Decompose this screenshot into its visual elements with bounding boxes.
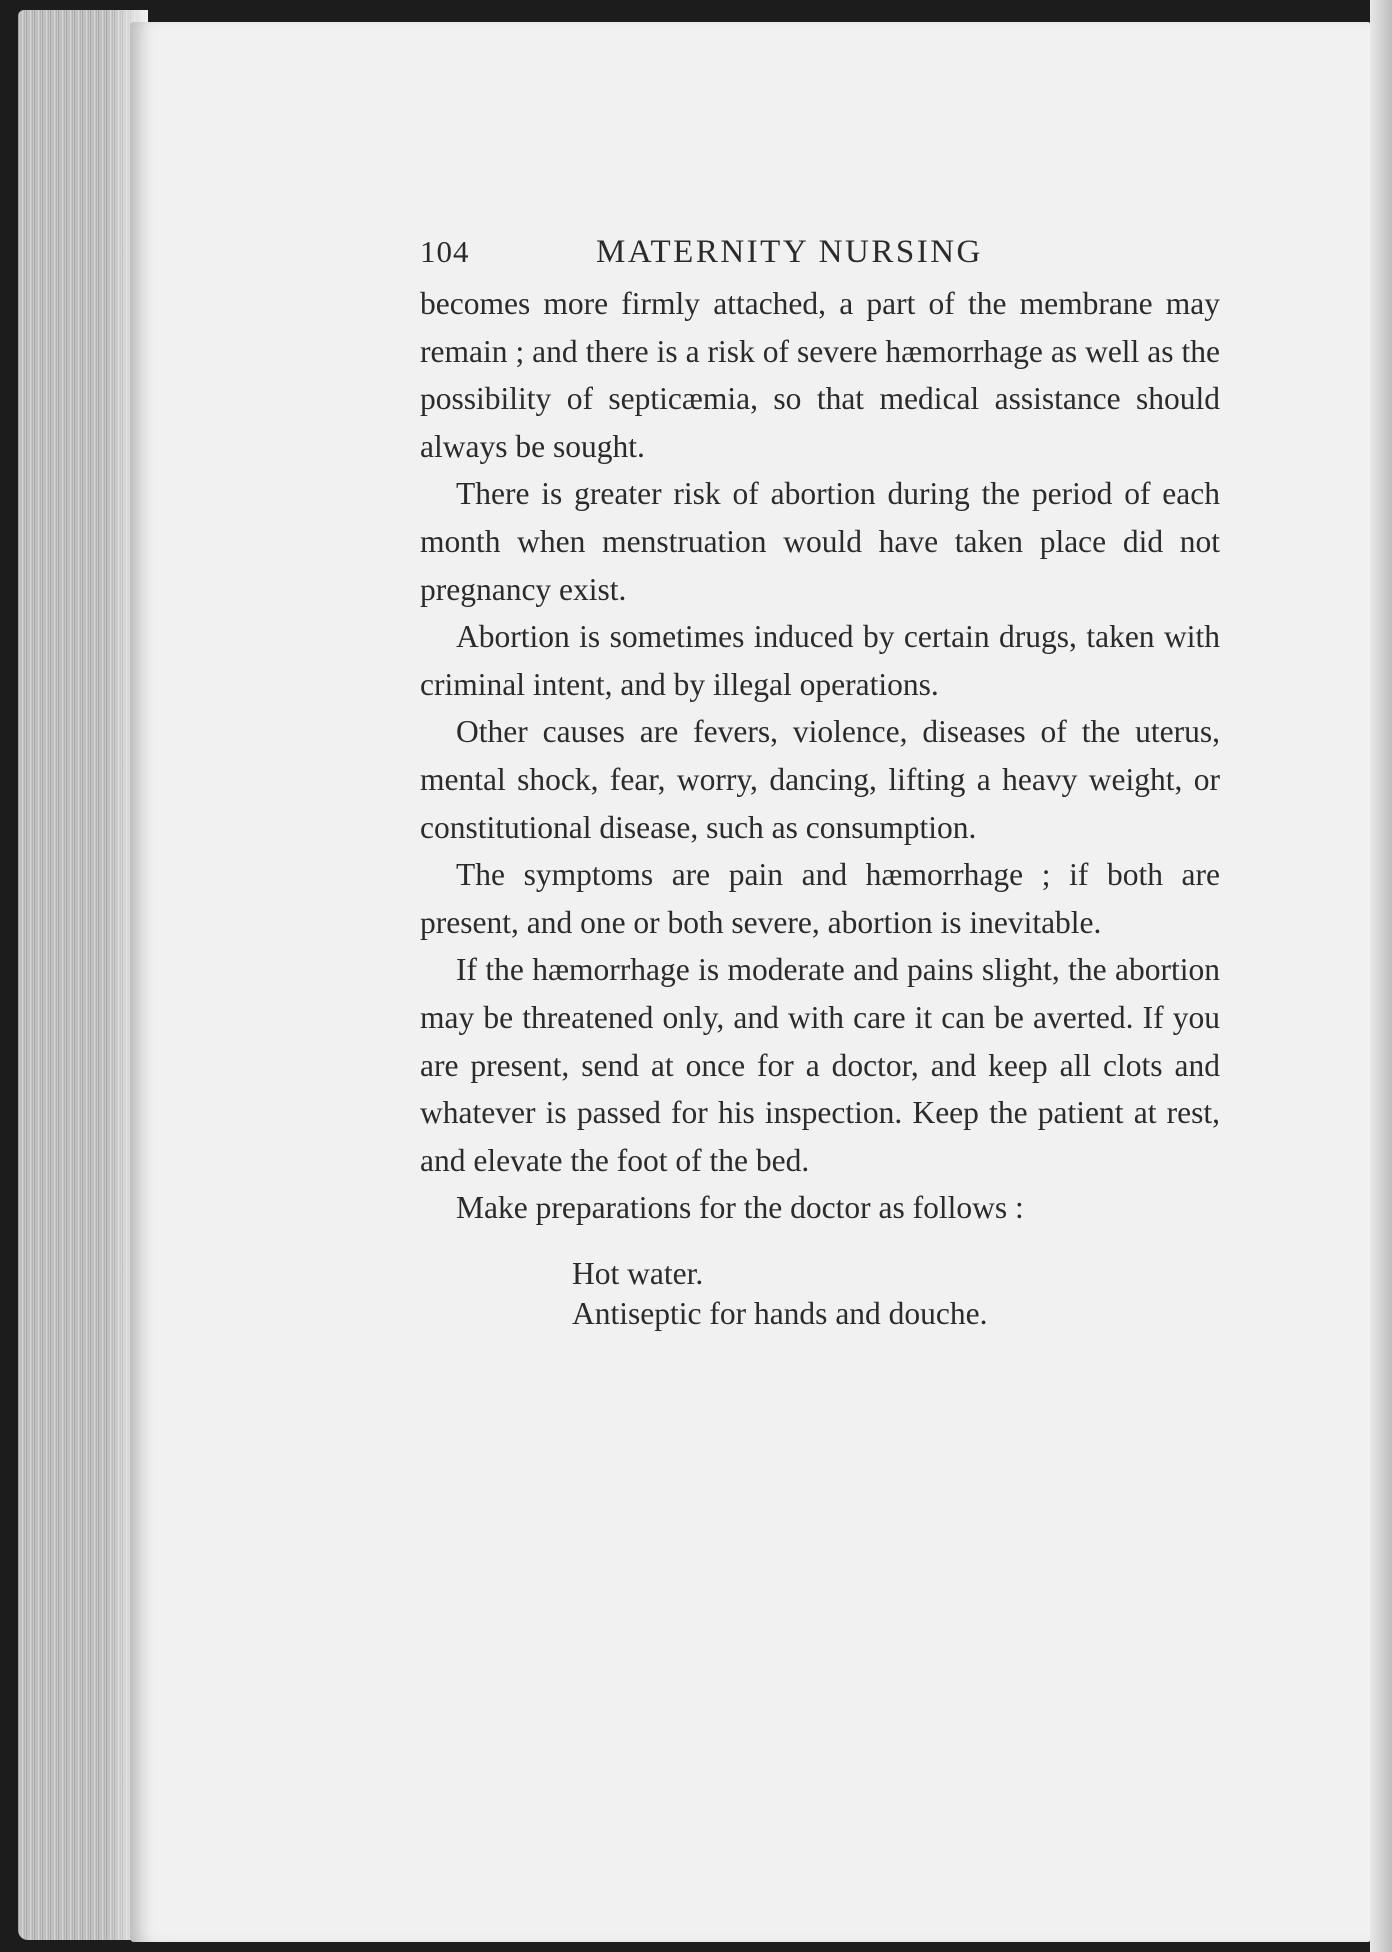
list-item: Antiseptic for hands and douche. <box>572 1295 988 1331</box>
paragraph: If the hæmorrhage is moderate and pains slight, the abortion may be threatened only, and with care it can be averted. If you are present, send at once for a doctor, and keep all clots and whatever is passed for his inspection. Keep the patient at rest, and elevate the foot of the bed. <box>420 952 1220 1178</box>
preparation-list <box>420 1254 1220 1334</box>
running-head <box>420 228 1220 278</box>
page-number: 104 <box>420 234 470 269</box>
running-title: MATERNITY NURSING <box>596 234 983 270</box>
paragraph: There is greater risk of abortion during the period of each month when menstruation would have taken place did not pregnancy exist. <box>420 476 1220 607</box>
paragraph: Make preparations for the doctor as follows : <box>456 1190 1024 1226</box>
paragraph: becomes more firmly attached, a part of the membrane may remain ; and there is a risk of severe hæmorrhage as well as the possibility of septicæmia, so that medical assistance should always be sought. <box>420 286 1220 464</box>
binding-edge <box>1370 0 1392 1952</box>
list-item: Hot water. <box>572 1255 704 1291</box>
paragraph: Abortion is sometimes induced by certain drugs, taken with criminal intent, and by illegal operations. <box>420 619 1220 702</box>
book-page-edges <box>18 10 148 1940</box>
paragraph: Other causes are fevers, violence, diseases of the uterus, mental shock, fear, worry, dancing, lifting a heavy weight, or constitutional disease, such as consumption. <box>420 714 1220 845</box>
page-text <box>420 228 1220 1334</box>
paragraph: The symptoms are pain and hæmorrhage ; if both are present, and one or both severe, abortion is inevitable. <box>420 857 1220 940</box>
